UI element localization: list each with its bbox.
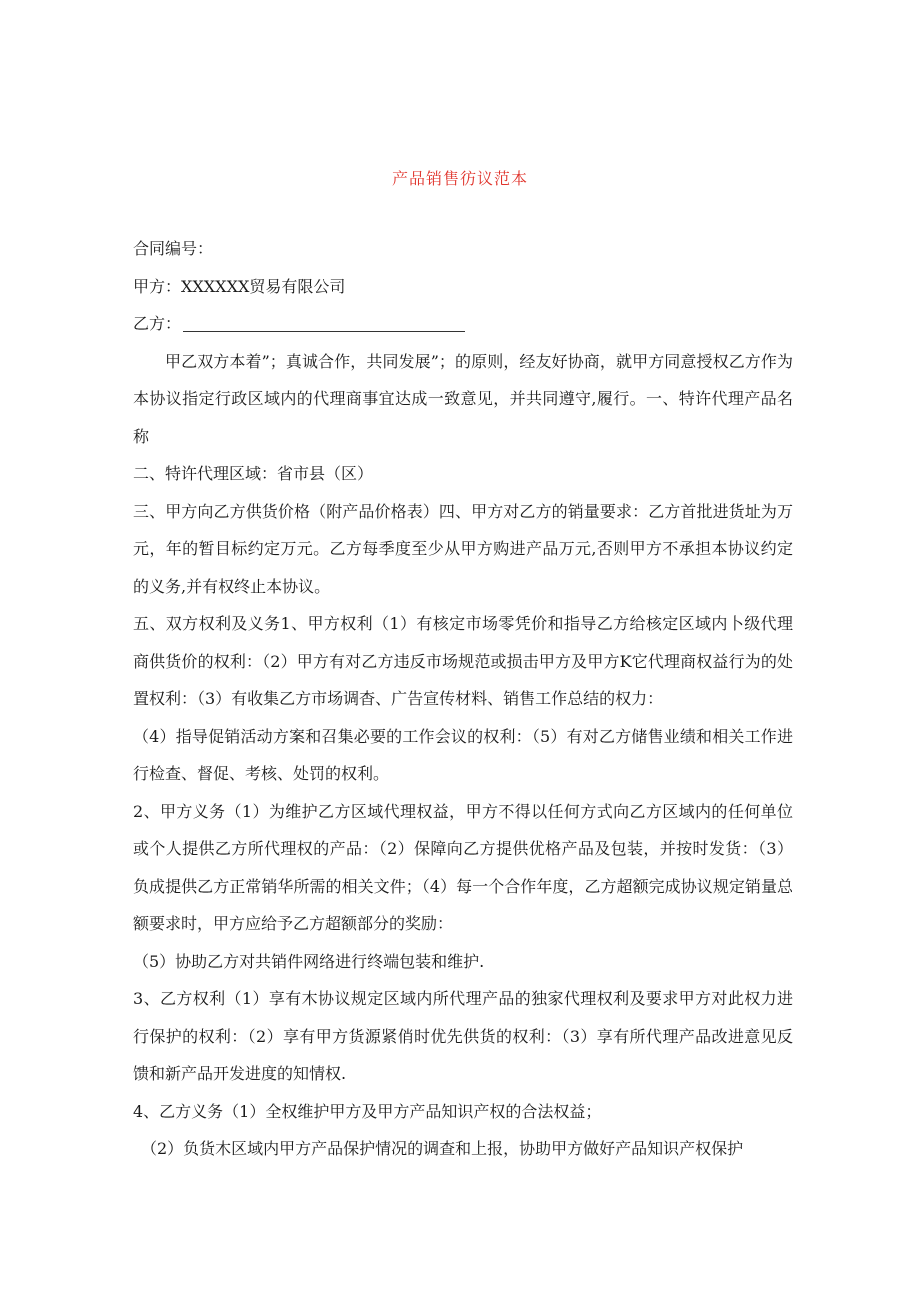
party-b-label: 乙方： (133, 314, 182, 333)
paragraph-party-b-rights: 3、乙方权利（1）享有木协议规定区域内所代理产品的独家代理权利及要求甲方对此权力进行保护的权利：（2）享有甲方货源紧俏时优先供货的权利：（3）享有所代理产品改进意见反馈和新产品开发进度的知情权. (133, 989, 793, 1083)
document-body (133, 230, 793, 1168)
paragraph-party-b-duties: 4、乙方义务（1）全权维护甲方及甲方产品知识产权的合法权益； (133, 1101, 602, 1121)
paragraph-party-a-duties-cont: （5）协助乙方对共销件网络进行终端包装和维护. (133, 951, 485, 971)
paragraph-price-volume: 三、甲方向乙方供货价格（附产品价格表）四、甲方对乙方的销量要求：乙方首批进货址为万元，年的暂目标约定万元。乙方每季度至少从甲方购进产品万元,否则甲方不承担本协议约定的义务,并有权终止本协议。 (133, 501, 793, 596)
party-b-line (133, 305, 793, 343)
paragraph-party-a-duties: 2、甲方义务（1）为维护乙方区域代理权益，甲方不得以任何方式向乙方区域内的任何单位或个人提供乙方所代理权的产品：（2）保障向乙方提供优格产品及包装，并按时发货：（3）负成提供乙方正常销华所需的相关文件；（4）每一个合作年度，乙方超额完成协议规定销量总额要求时，甲方应给予乙方超额部分的奖励： (133, 801, 793, 933)
party-a-line: 甲方：XXXXXX贸易有限公司 (133, 276, 346, 296)
paragraph-party-a-rights-cont: （4）指导促销活动方案和召集必要的工作会议的权利：（5）有对乙方储售业绩和相关工作进行检查、督促、考核、处罚的权利。 (133, 726, 793, 783)
contract-number-line: 合同编号： (133, 239, 214, 258)
paragraph-party-b-duties-cont: （2）负货木区域内甲方产品保护情况的调查和上报，协助甲方做好产品知识产权保护 (141, 1139, 744, 1158)
paragraph-party-a-rights: 五、双方权利及义务1、甲方权利（1）有核定市场零凭价和指导乙方给核定区域内卜级代理商供货价的权利：（2）甲方有对乙方违反市场规范或损击甲方及甲方K它代理商权益行为的处置权利：（3）有收集乙方市场调杳、广告宣传材料、销售工作总结的权力： (133, 614, 793, 708)
party-b-blank-underline (183, 313, 465, 332)
paragraph-principles: 甲乙双方本着”；真诚合作，共同发展”；的原则，经友好协商，就甲方同意授权乙方作为本协议指定行政区域内的代理商事宜达成一致意见，并共同遵守,履行。一、特许代理产品名称 (133, 351, 793, 446)
paragraph-region: 二、特许代理区域：省市县（区） (133, 464, 374, 483)
document-title: 产品销售彷议范本 (391, 169, 528, 188)
